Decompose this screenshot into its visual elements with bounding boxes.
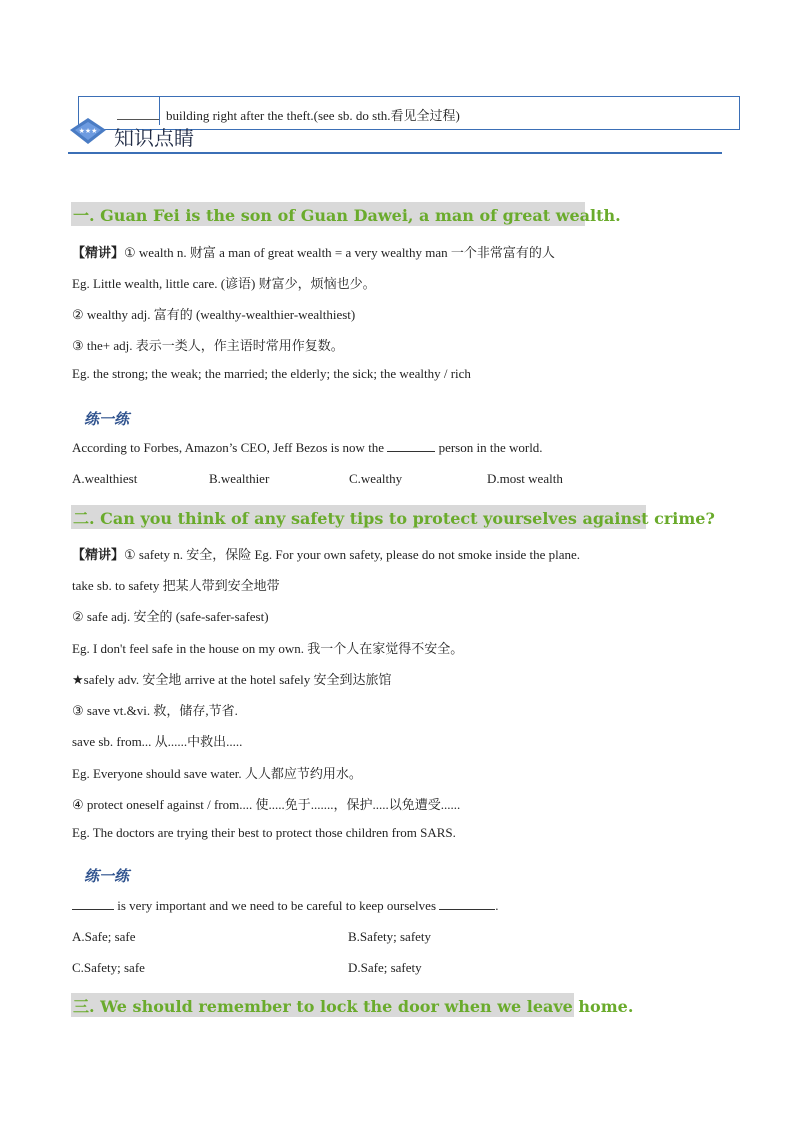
option-d-2: D.Safe; safety <box>348 960 422 975</box>
svg-text:★★★: ★★★ <box>78 127 98 135</box>
practice-label-icon-1 <box>84 408 140 428</box>
section1-line-3: ② wealthy adj. 富有的 (wealthy-wealthier-wealthiest) <box>72 307 356 322</box>
question-1-before: According to Forbes, Amazon’s CEO, Jeff Bezos is now the <box>72 440 388 455</box>
practice-label-1: 练一练 <box>84 410 130 428</box>
star-badge-icon <box>68 116 108 146</box>
section2-line-2: take sb. to safety 把某人带到安全地带 <box>72 578 280 593</box>
section2-line-1 <box>72 544 580 563</box>
option-b-1: B.wealthier <box>209 471 270 486</box>
question-1-after: person in the world. <box>435 440 543 455</box>
option-d-1: D.most wealth <box>487 471 563 486</box>
section1-line-4: ③ the+ adj. 表示一类人，作主语时常用作复数。 <box>72 338 344 353</box>
section2-line-10: Eg. The doctors are trying their best to protect those children from SARS. <box>72 825 456 840</box>
practice-label-icon-2 <box>84 865 140 885</box>
page-title: 知识点睛 <box>114 126 194 150</box>
practice-label-2: 练一练 <box>84 867 130 885</box>
question-2-end: . <box>495 898 499 913</box>
section2-line-4: Eg. I don't feel safe in the house on my own. 我一个人在家觉得不安全。 <box>72 641 464 656</box>
section2-line-1-text: ① safety n. 安全，保险 Eg. For your own safety, please do not smoke inside the plane. <box>124 547 580 562</box>
section1-line-5: Eg. the strong; the weak; the married; the elderly; the sick; the wealthy / rich <box>72 366 471 381</box>
jingjiang-label: 【精讲】 <box>72 246 125 261</box>
section2-line-3: ② safe adj. 安全的 (safe-safer-safest) <box>72 609 269 624</box>
option-c-1: C.wealthy <box>349 471 403 486</box>
answer-blank-2b <box>439 898 495 910</box>
section1-line-1-text: ① wealth n. 财富 a man of great wealth = a very wealthy man 一个非常富有的人 <box>124 245 555 260</box>
option-a-1: A.wealthiest <box>72 471 138 486</box>
answer-blank-2a <box>72 898 114 910</box>
section-header <box>68 116 722 156</box>
section-heading-3: 三. We should remember to lock the door when we leave home. <box>71 993 574 1017</box>
option-a-2: A.Safe; safe <box>72 929 136 944</box>
option-b-2: B.Safety; safety <box>348 929 432 944</box>
jingjiang-label-2: 【精讲】 <box>72 548 125 563</box>
section1-question <box>72 440 543 456</box>
option-c-2: C.Safety; safe <box>72 960 145 975</box>
section1-line-1 <box>72 242 555 261</box>
section2-question <box>72 898 499 914</box>
section2-line-5: ★safely adv. 安全地 arrive at the hotel safely 安全到达旅馆 <box>72 672 392 687</box>
section-heading-2: 二. Can you think of any safety tips to protect yourselves against crime? <box>71 505 646 529</box>
section2-line-6: ③ save vt.&vi. 救，储存,节省. <box>72 703 238 718</box>
section1-line-2: Eg. Little wealth, little care. (谚语) 财富少，烦恼也少。 <box>72 276 376 291</box>
section2-line-9: ④ protect oneself against / from.... 使.....免于.......，保护.....以免遭受...... <box>72 797 461 812</box>
question-2-mid: is very important and we need to be careful to keep ourselves <box>114 898 440 913</box>
top-box-text: building right after the theft.(see sb. do sth.看见全过程) <box>166 108 460 123</box>
header-rule <box>68 152 722 154</box>
section-heading-1: 一. Guan Fei is the son of Guan Dawei, a man of great wealth. <box>71 202 585 226</box>
answer-blank-1 <box>387 440 435 452</box>
section2-line-8: Eg. Everyone should save water. 人人都应节约用水。 <box>72 766 362 781</box>
section2-line-7: save sb. from... 从......中救出..... <box>72 734 243 749</box>
